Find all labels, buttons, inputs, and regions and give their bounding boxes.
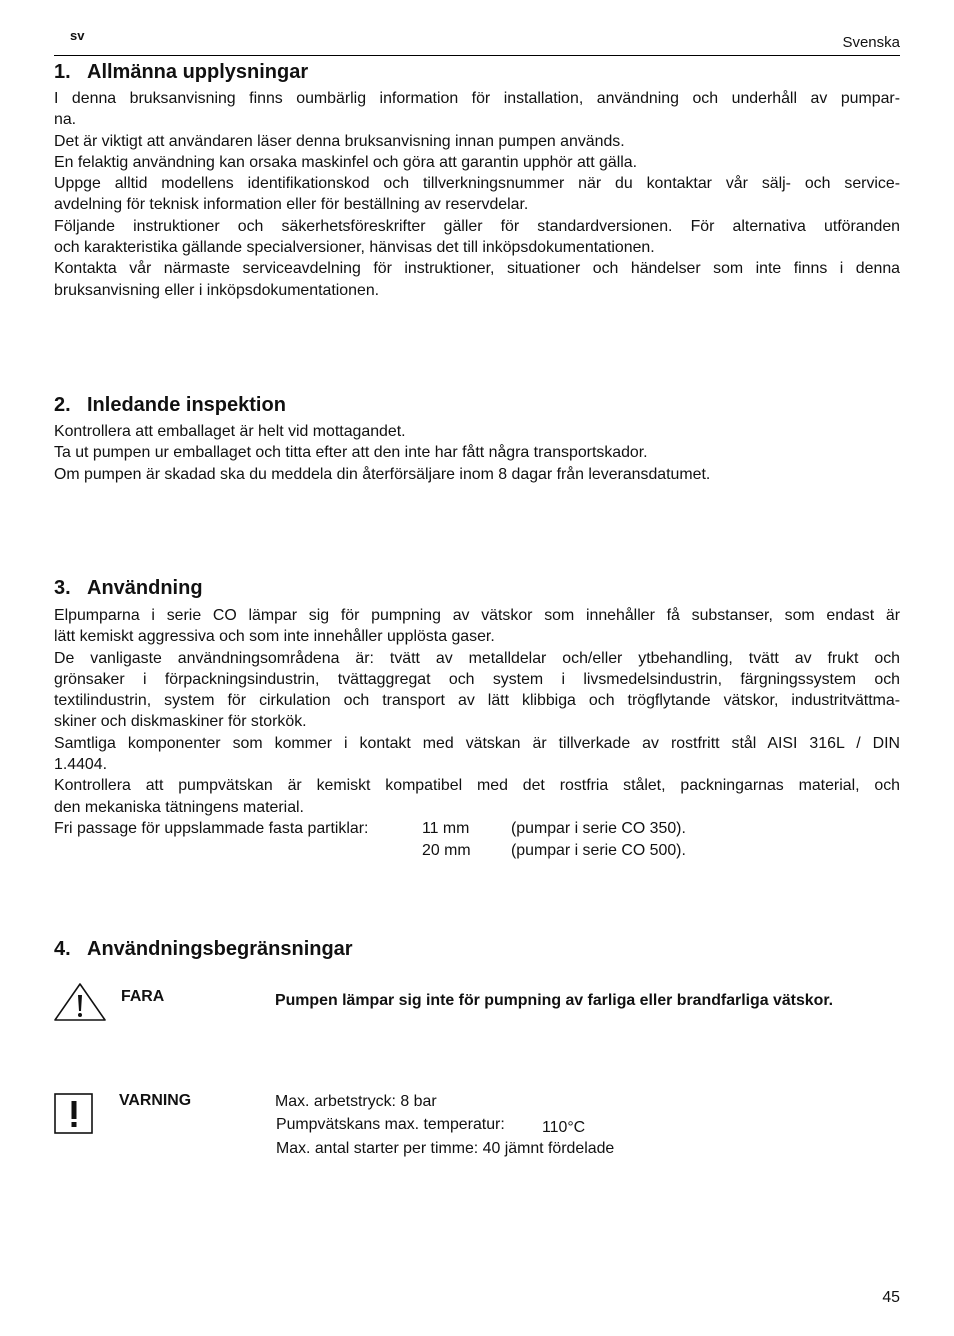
- section-title: Användningsbegränsningar: [87, 938, 353, 960]
- passage-note: (pumpar i serie CO 500).: [511, 842, 686, 859]
- text-line: Elpumparna i serie CO lämpar sig för pumpning av vätskor som innehåller få substanser, som endast är: [54, 607, 900, 624]
- text-line: Kontakta vår närmaste serviceavdelning för instruktioner, situationer och händelser som inte finns i denna: [54, 260, 900, 278]
- max-temperature-value: 110°C: [542, 1119, 586, 1136]
- text-line: textilindustrin, system för cirkulation och transport av lätt klibbiga och trögflytande vätskor, industritvättma-: [54, 692, 900, 710]
- header-language: Svenska: [842, 34, 900, 51]
- section-3-body: [54, 605, 900, 818]
- text-line: och karakteristika gällande specialversioner, hänvisas det till inköpsdokumentationen.: [54, 239, 655, 257]
- text-line: Följande instruktioner och säkerhetsföreskrifter gäller för standardversionen. För alternativa utföranden: [54, 217, 900, 235]
- text-line: I denna bruksanvisning finns oumbärlig information för installation, användning och underhåll av pumpar-: [54, 90, 900, 107]
- max-starts: Max. antal starter per timme: 40 jämnt fördelade: [276, 1140, 615, 1157]
- section-1-body: [54, 88, 900, 301]
- text-line: den mekaniska tätningens material.: [54, 798, 304, 816]
- text-line: En felaktig användning kan orsaka maskinfel och göra att garantin upphör att gälla.: [54, 153, 638, 171]
- passage-note: (pumpar i serie CO 350).: [511, 820, 686, 837]
- section-number: 2.: [54, 394, 71, 416]
- text-line: Kontrollera att emballaget är helt vid mottagandet.: [54, 423, 406, 440]
- text-line: grönsaker i förpackningsindustrin, tvättaggregat och system i livsmedelsindustrin, färgningssystem och: [54, 670, 900, 688]
- text-line: Ta ut pumpen ur emballaget och titta efter att den inte har fått några transportskador.: [54, 444, 648, 462]
- text-line: Det är viktigt att användaren läser denna bruksanvisning innan pumpen används.: [54, 132, 625, 150]
- section-title: Allmänna upplysningar: [87, 61, 309, 83]
- text-line: Kontrollera att pumpvätskan är kemiskt kompatibel med det rostfria stålet, packningarnas material, och: [54, 777, 900, 795]
- text-line: bruksanvisning eller i inköpsdokumentationen.: [54, 281, 380, 299]
- section-number: 4.: [54, 938, 71, 960]
- passage-label: Fri passage för uppslammade fasta partiklar:: [54, 820, 369, 837]
- text-line: Samtliga komponenter som kommer i kontakt med vätskan är tillverkade av rostfritt stål AISI 316L / DIN: [54, 734, 900, 752]
- warning-label: VARNING: [119, 1092, 192, 1109]
- passage-size: 11 mm: [422, 820, 470, 837]
- text-line: skiner och diskmaskiner för storkök.: [54, 713, 307, 731]
- text-line: lätt kemiskt aggressiva och som inte innehåller upplösta gaser.: [54, 628, 495, 646]
- section-title: Inledande inspektion: [87, 394, 286, 416]
- text-line: De vanligaste användningsområdena är: tvätt av metalldelar och/eller ytbehandling, tvätt av frukt och: [54, 649, 900, 667]
- text-line: Om pumpen är skadad ska du meddela din återförsäljare inom 8 dagar från leveransdatumet.: [54, 465, 711, 483]
- section-4-heading: [54, 938, 353, 961]
- text-line: avdelning för teknisk information eller för beställning av reservdelar.: [54, 196, 529, 214]
- section-3-heading: [54, 577, 203, 600]
- exclamation-box-icon: [54, 1093, 94, 1135]
- danger-label: FARA: [121, 988, 165, 1005]
- text-line: 1.4404.: [54, 756, 108, 774]
- page-number: 45: [882, 1289, 900, 1306]
- warning-triangle-icon: [53, 982, 107, 1022]
- section-2-heading: [54, 394, 286, 417]
- section-title: Användning: [87, 577, 203, 599]
- max-temperature-label: Pumpvätskans max. temperatur:: [276, 1116, 505, 1133]
- danger-text: Pumpen lämpar sig inte för pumpning av farliga eller brandfarliga vätskor.: [275, 992, 834, 1009]
- max-pressure: Max. arbetstryck: 8 bar: [275, 1093, 437, 1110]
- text-line: Uppge alltid modellens identifikationskod och tillverkningsnummer när du kontaktar vår sälj- och service-: [54, 175, 900, 193]
- header-language-code: sv: [70, 28, 85, 43]
- section-1-heading: [54, 61, 308, 84]
- header-rule: [54, 55, 900, 56]
- section-number: 3.: [54, 577, 71, 599]
- text-line: na.: [54, 111, 77, 129]
- section-number: 1.: [54, 61, 71, 83]
- section-2-body: [54, 421, 900, 485]
- passage-size: 20 mm: [422, 842, 471, 859]
